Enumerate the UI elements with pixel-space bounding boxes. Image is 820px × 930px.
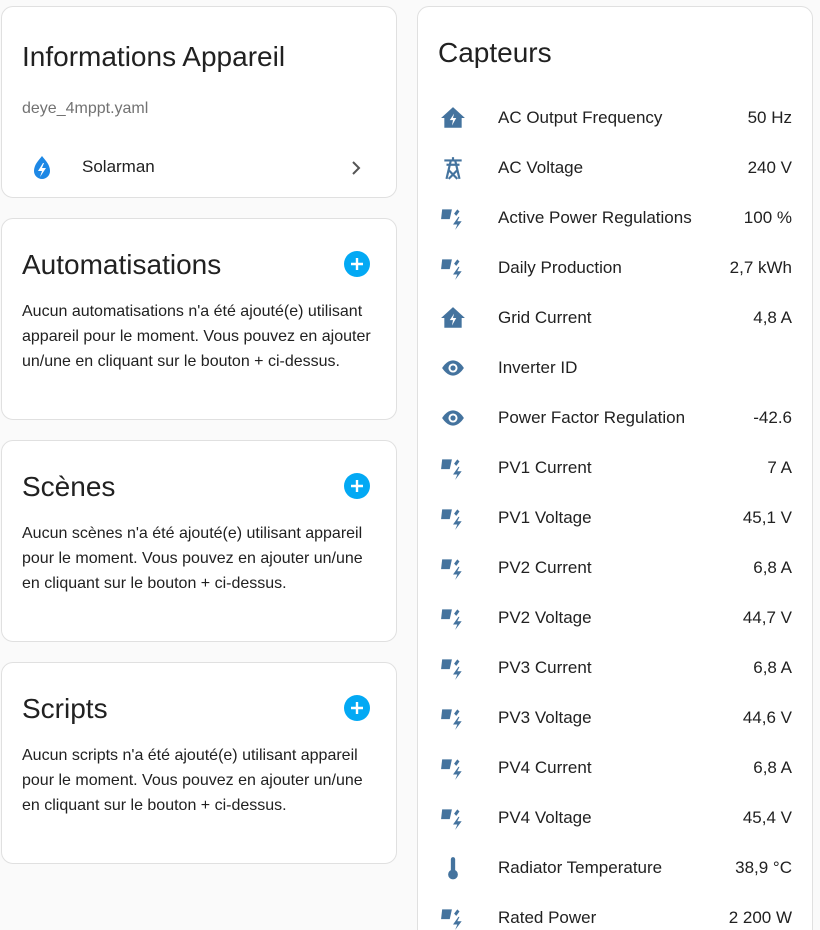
- chevron-right-icon: [348, 160, 364, 176]
- sensor-value: 6,8 A: [753, 758, 792, 777]
- solar-power-icon: [440, 755, 466, 781]
- add-automation-button[interactable]: [344, 251, 370, 277]
- sensor-row[interactable]: [418, 442, 812, 492]
- add-script-button[interactable]: [344, 695, 370, 721]
- solar-power-icon: [440, 655, 466, 681]
- sensor-name: PV2 Voltage: [498, 608, 592, 627]
- sensor-name: PV1 Current: [498, 458, 592, 477]
- sensor-name: Active Power Regulations: [498, 208, 692, 227]
- sensor-row[interactable]: [418, 292, 812, 342]
- transmission-tower-icon: [440, 155, 466, 181]
- sensor-name: AC Voltage: [498, 158, 584, 177]
- sensor-value: 6,8 A: [753, 558, 792, 577]
- scripts-empty-text: Aucun scripts n'a été ajouté(e) utilisant appareil pour le moment. Vous pouvez en ajouter un/une en cliquant sur le bouton + ci-dessus.: [22, 747, 363, 814]
- sensor-name: Daily Production: [498, 258, 622, 277]
- sensor-row[interactable]: [418, 192, 812, 242]
- integration-label: Solarman: [82, 157, 155, 176]
- sensor-row[interactable]: [418, 592, 812, 642]
- home-lightning-icon: [440, 305, 466, 331]
- solar-power-icon: [440, 255, 466, 281]
- solar-power-icon: [440, 605, 466, 631]
- scenes-empty-text: Aucun scènes n'a été ajouté(e) utilisant appareil pour le moment. Vous pouvez en ajouter un/une en cliquant sur le bouton + ci-dessus.: [22, 525, 363, 592]
- sensor-name: Rated Power: [498, 908, 597, 927]
- sensor-row[interactable]: [418, 492, 812, 542]
- sensor-row[interactable]: [418, 892, 812, 930]
- sensor-row[interactable]: [418, 842, 812, 892]
- sensor-value: 45,1 V: [742, 508, 792, 527]
- eye-icon: [440, 405, 466, 431]
- solar-power-icon: [440, 905, 466, 930]
- sensor-name: PV2 Current: [498, 558, 592, 577]
- scenes-title: Scènes: [22, 471, 116, 502]
- sensor-row[interactable]: [418, 342, 812, 392]
- sensor-value: 44,7 V: [742, 608, 792, 627]
- scripts-title: Scripts: [22, 693, 108, 724]
- sensor-name: PV1 Voltage: [498, 508, 592, 527]
- plus-icon: [349, 478, 365, 494]
- solar-power-icon: [440, 555, 466, 581]
- solarman-logo-icon: [30, 155, 54, 181]
- scripts-card: [1, 662, 397, 864]
- sensor-name: PV4 Current: [498, 758, 592, 777]
- sensor-row[interactable]: [418, 542, 812, 592]
- sensor-name: Power Factor Regulation: [498, 408, 686, 427]
- solar-power-icon: [440, 705, 466, 731]
- sensor-row[interactable]: [418, 392, 812, 442]
- sensor-value: 44,6 V: [742, 708, 792, 727]
- sensor-value: 45,4 V: [742, 808, 792, 827]
- sensor-row[interactable]: [418, 792, 812, 842]
- sensor-value: 100 %: [743, 208, 792, 227]
- sensor-name: PV3 Current: [498, 658, 592, 677]
- integration-link-solarman[interactable]: [2, 145, 396, 191]
- sensor-row[interactable]: [418, 742, 812, 792]
- plus-icon: [349, 256, 365, 272]
- sensor-value: 38,9 °C: [735, 858, 792, 877]
- sensor-name: Grid Current: [498, 308, 592, 327]
- eye-icon: [440, 355, 466, 381]
- sensors-title: Capteurs: [438, 37, 552, 68]
- automations-card: [1, 218, 397, 420]
- sensor-value: 240 V: [747, 158, 792, 177]
- automations-empty-text: Aucun automatisations n'a été ajouté(e) utilisant appareil pour le moment. Vous pouvez en ajouter un/une en cliquant sur le bouton + ci-dessus.: [22, 303, 371, 370]
- sensor-value: 50 Hz: [747, 108, 792, 127]
- sensor-name: Radiator Temperature: [498, 858, 663, 877]
- home-lightning-icon: [440, 105, 466, 131]
- sensor-name: PV4 Voltage: [498, 808, 592, 827]
- solar-power-icon: [440, 805, 466, 831]
- sensor-list: [418, 92, 812, 930]
- automations-title: Automatisations: [22, 249, 222, 280]
- sensor-value: 6,8 A: [753, 658, 792, 677]
- sensor-name: PV3 Voltage: [498, 708, 592, 727]
- device-info-card: [1, 6, 397, 198]
- solar-power-icon: [440, 205, 466, 231]
- add-scene-button[interactable]: [344, 473, 370, 499]
- sensor-row[interactable]: [418, 142, 812, 192]
- sensor-name: AC Output Frequency: [498, 108, 663, 127]
- sensor-row[interactable]: [418, 692, 812, 742]
- sensors-card: [417, 6, 813, 930]
- thermometer-icon: [440, 855, 466, 881]
- scenes-card: [1, 440, 397, 642]
- sensor-name: Inverter ID: [498, 358, 578, 377]
- solar-power-icon: [440, 455, 466, 481]
- sensor-row[interactable]: [418, 242, 812, 292]
- sensor-row[interactable]: [418, 92, 812, 142]
- sensor-value: 4,8 A: [753, 308, 792, 327]
- sensor-value: 2 200 W: [728, 908, 792, 927]
- plus-icon: [349, 700, 365, 716]
- solar-power-icon: [440, 505, 466, 531]
- device-info-title: Informations Appareil: [22, 41, 286, 72]
- sensor-row[interactable]: [418, 642, 812, 692]
- device-config-file: deye_4mppt.yaml: [22, 100, 149, 117]
- sensor-value: -42.6: [753, 408, 792, 427]
- sensor-value: 2,7 kWh: [729, 258, 792, 277]
- sensor-value: 7 A: [767, 458, 792, 477]
